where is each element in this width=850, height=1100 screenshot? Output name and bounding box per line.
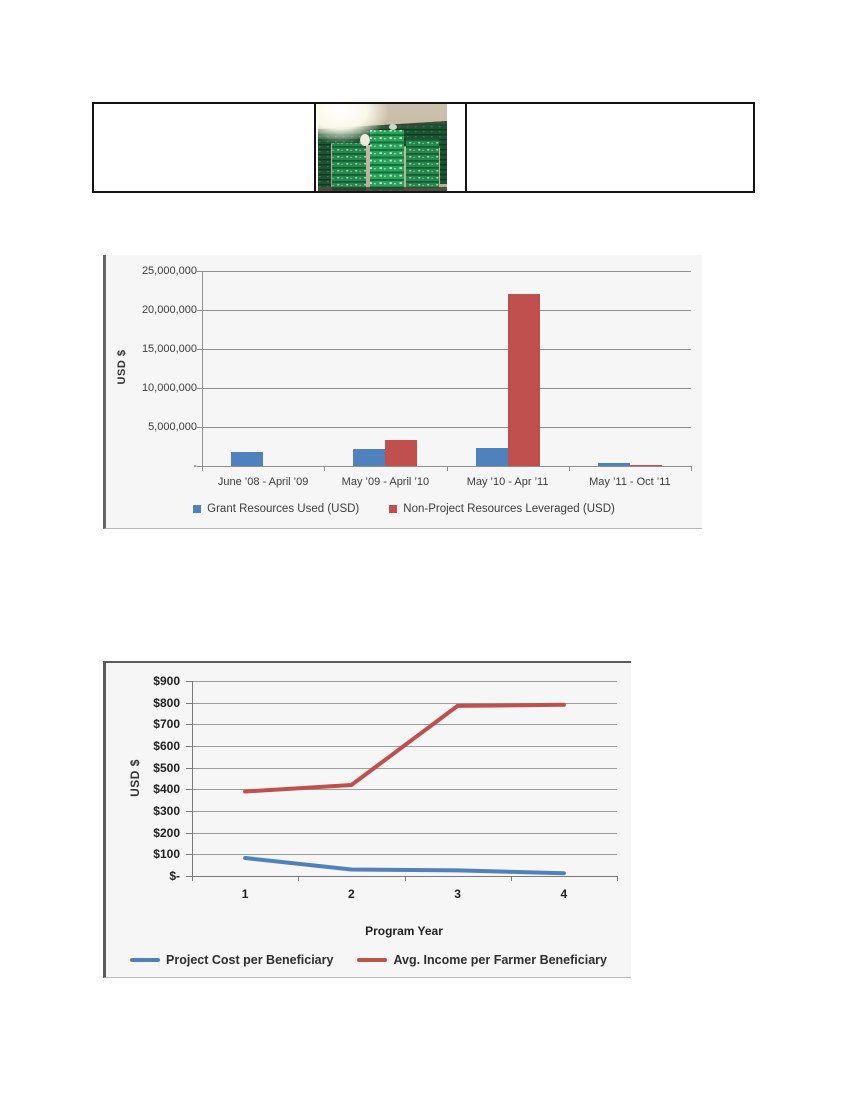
- x-axis-label: 3: [454, 887, 461, 901]
- line-series-plot: [192, 681, 617, 876]
- bar-grant: [353, 449, 385, 466]
- gridline: [202, 388, 691, 389]
- bar-leveraged: [630, 465, 662, 466]
- legend-label: Grant Resources Used (USD): [207, 503, 360, 515]
- line-chart-beneficiary: [103, 661, 631, 978]
- legend-item: [193, 503, 359, 515]
- y-axis-label: $-: [169, 869, 180, 883]
- y-axis-label: 25,000,000: [141, 265, 197, 277]
- x-axis-label: 4: [560, 887, 568, 901]
- x-axis-tick: [202, 466, 203, 471]
- y-axis-label: 20,000,000: [141, 304, 197, 316]
- y-axis-label: $500: [153, 760, 180, 775]
- gridline: [202, 271, 691, 272]
- legend-label: Avg. Income per Farmer Beneficiary: [393, 953, 607, 967]
- bar-chart-resources: [103, 255, 702, 529]
- y-axis-label: $600: [153, 739, 180, 753]
- legend-item: [389, 503, 615, 515]
- y-axis-label: $700: [153, 717, 180, 732]
- y-axis-label: $100: [153, 847, 180, 862]
- legend-swatch-icon: [389, 505, 397, 513]
- bar-grant: [231, 452, 263, 466]
- legend-line-swatch-icon: [357, 958, 387, 962]
- legend-line-swatch-icon: [130, 958, 160, 962]
- x-axis-label: May ’10 - Apr ’11: [466, 476, 549, 488]
- line-chart-legend: [106, 953, 631, 967]
- y-axis-label: $900: [153, 674, 180, 688]
- y-axis-line: [202, 271, 203, 466]
- legend-swatch-icon: [193, 505, 201, 513]
- x-axis-tick: [447, 466, 448, 471]
- gridline: [202, 310, 691, 311]
- table-cell-right: [467, 104, 753, 191]
- line-chart-x-axis-title: Program Year: [365, 924, 443, 938]
- y-axis-label: $300: [153, 804, 180, 818]
- x-axis-tick: [511, 876, 512, 881]
- legend-item: [357, 953, 607, 967]
- x-axis-label: May ’09 - April ’10: [341, 476, 430, 488]
- x-axis-tick: [691, 466, 692, 471]
- bar-grant: [598, 463, 630, 466]
- x-axis-label: 1: [241, 887, 249, 901]
- y-axis-label: -: [193, 460, 197, 472]
- x-axis-tick: [569, 466, 570, 471]
- y-axis-label: 5,000,000: [148, 421, 197, 433]
- gridline: [202, 349, 691, 350]
- x-axis-tick: [324, 466, 325, 471]
- y-axis-label: 10,000,000: [141, 382, 197, 394]
- table-cell-left: [94, 104, 314, 191]
- x-axis-label: June ’08 - April ’09: [217, 476, 309, 488]
- x-axis-label: May ’11 - Oct ’11: [589, 476, 671, 488]
- y-axis-label: 15,000,000: [141, 343, 197, 355]
- line-series-cost: [245, 858, 564, 873]
- y-axis-label: $800: [153, 695, 180, 710]
- line-chart-y-axis-title: USD $: [128, 759, 142, 797]
- x-axis-tick: [298, 876, 299, 881]
- y-axis-label: $200: [153, 825, 180, 840]
- x-axis-tick: [192, 876, 193, 881]
- x-axis-tick: [617, 876, 618, 881]
- legend-item: [130, 953, 333, 967]
- x-axis-tick: [405, 876, 406, 881]
- y-axis-label: $400: [153, 782, 180, 797]
- table-cell-border: [314, 104, 316, 191]
- legend-label: Project Cost per Beneficiary: [166, 953, 334, 967]
- warehouse-crates-photo: [318, 104, 447, 191]
- gridline: [202, 427, 691, 428]
- bar-leveraged: [385, 440, 417, 467]
- photo-table: [92, 102, 755, 193]
- x-axis-label: 2: [348, 887, 355, 901]
- bar-chart-y-axis-title: USD $: [116, 349, 128, 385]
- legend-label: Non-Project Resources Leveraged (USD): [403, 503, 615, 515]
- bar-chart-legend: [106, 503, 702, 515]
- bar-leveraged: [508, 294, 540, 466]
- bar-grant: [476, 448, 508, 466]
- line-series-income: [245, 705, 564, 792]
